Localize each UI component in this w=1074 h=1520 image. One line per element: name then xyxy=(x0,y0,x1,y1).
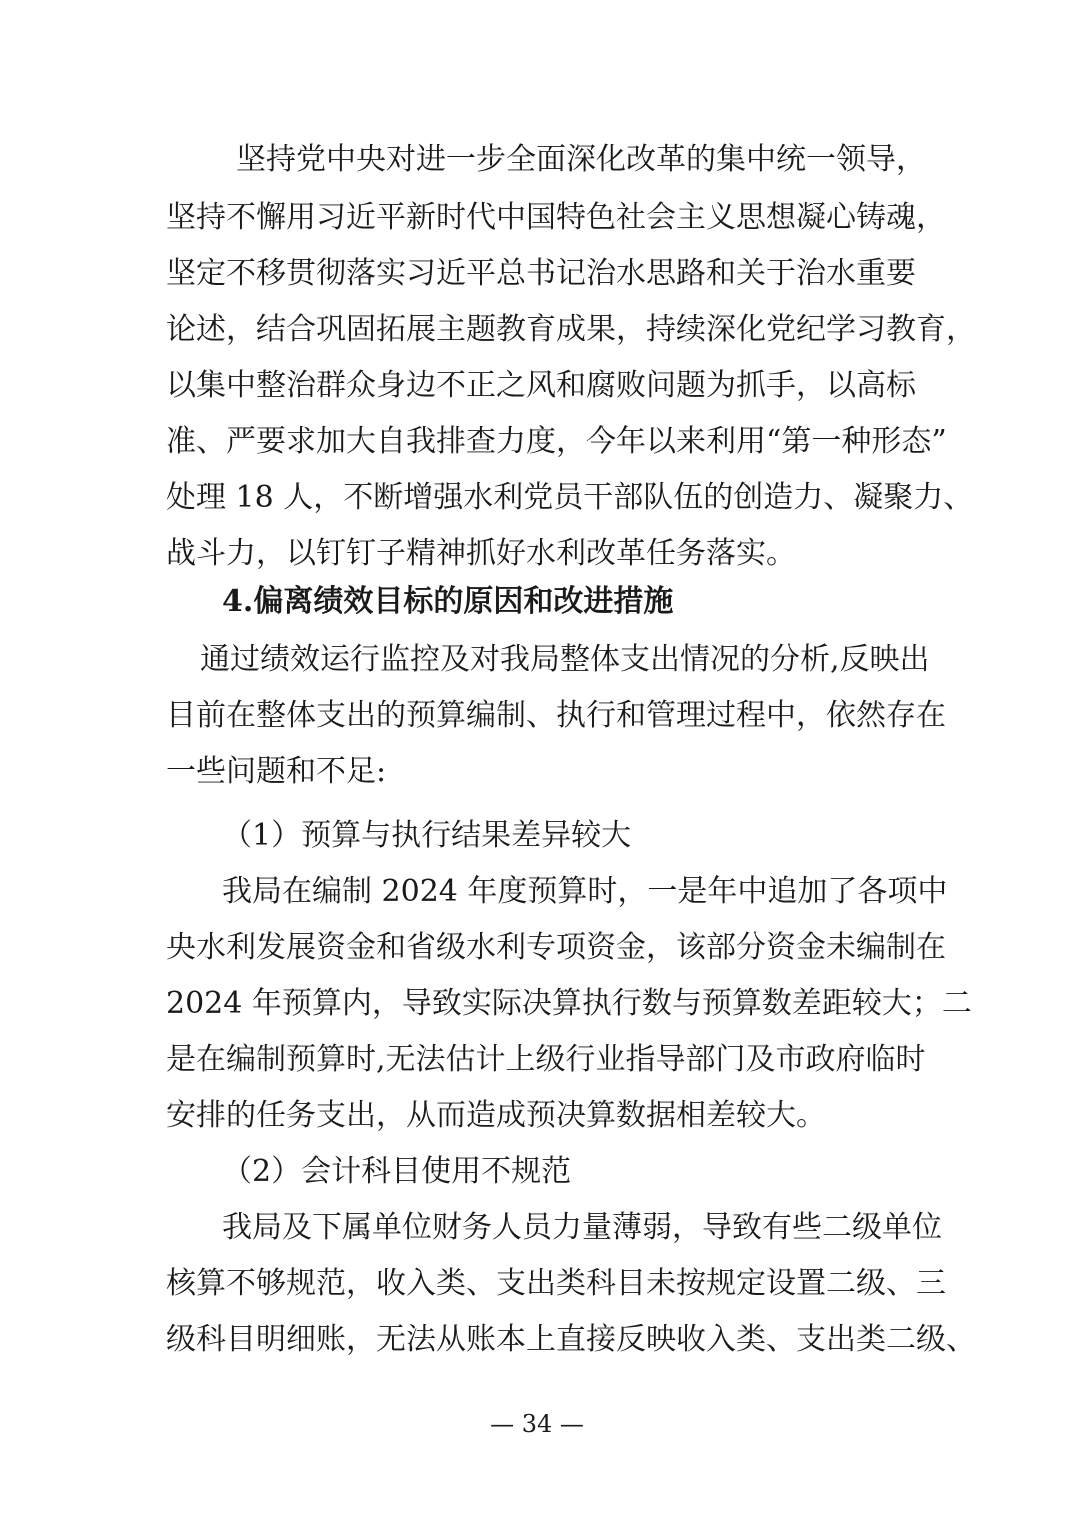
subheading-2: （2）会计科目使用不规范 xyxy=(222,1154,572,1189)
paragraph-3-line-1: 我局在编制 2024 年度预算时，一是年中追加了各项中 xyxy=(222,874,948,909)
paragraph-1-line-2: 坚持不懈用习近平新时代中国特色社会主义思想凝心铸魂， xyxy=(166,200,946,235)
paragraph-3-line-3: 2024 年预算内，导致实际决算执行数与预算数差距较大；二 xyxy=(166,986,972,1021)
page-number: — 34 — xyxy=(490,1410,584,1438)
paragraph-4-line-3: 级科目明细账，无法从账本上直接反映收入类、支出类二级、 xyxy=(166,1322,976,1357)
paragraph-4-line-1: 我局及下属单位财务人员力量薄弱，导致有些二级单位 xyxy=(222,1210,942,1245)
paragraph-2-line-3: 一些问题和不足: xyxy=(166,754,387,789)
paragraph-2-line-1: 通过绩效运行监控及对我局整体支出情况的分析,反映出 xyxy=(200,642,930,677)
paragraph-1-line-3: 坚定不移贯彻落实习近平总书记治水思路和关于治水重要 xyxy=(166,256,916,291)
paragraph-1-line-8: 战斗力，以钉钉子精神抓好水利改革任务落实。 xyxy=(166,536,796,571)
paragraph-1-line-4: 论述，结合巩固拓展主题教育成果，持续深化党纪学习教育， xyxy=(166,312,976,347)
paragraph-1-line-6: 准、严要求加大自我排查力度，今年以来利用“第一种形态” xyxy=(166,424,947,459)
paragraph-1-line-1: 坚持党中央对进一步全面深化改革的集中统一领导， xyxy=(236,142,926,177)
paragraph-3-line-5: 安排的任务支出，从而造成预决算数据相差较大。 xyxy=(166,1098,826,1133)
section-heading: 4.偏离绩效目标的原因和改进措施 xyxy=(222,584,674,619)
paragraph-1-line-7: 处理 18 人，不断增强水利党员干部队伍的创造力、凝聚力、 xyxy=(166,480,974,515)
subheading-1: （1）预算与执行结果差异较大 xyxy=(222,818,632,853)
paragraph-2-line-2: 目前在整体支出的预算编制、执行和管理过程中，依然存在 xyxy=(166,698,946,733)
paragraph-3-line-4: 是在编制预算时,无法估计上级行业指导部门及市政府临时 xyxy=(166,1042,926,1077)
paragraph-4-line-2: 核算不够规范，收入类、支出类科目未按规定设置二级、三 xyxy=(166,1266,946,1301)
paragraph-1-line-5: 以集中整治群众身边不正之风和腐败问题为抓手，以高标 xyxy=(166,368,916,403)
paragraph-3-line-2: 央水利发展资金和省级水利专项资金，该部分资金未编制在 xyxy=(166,930,946,965)
